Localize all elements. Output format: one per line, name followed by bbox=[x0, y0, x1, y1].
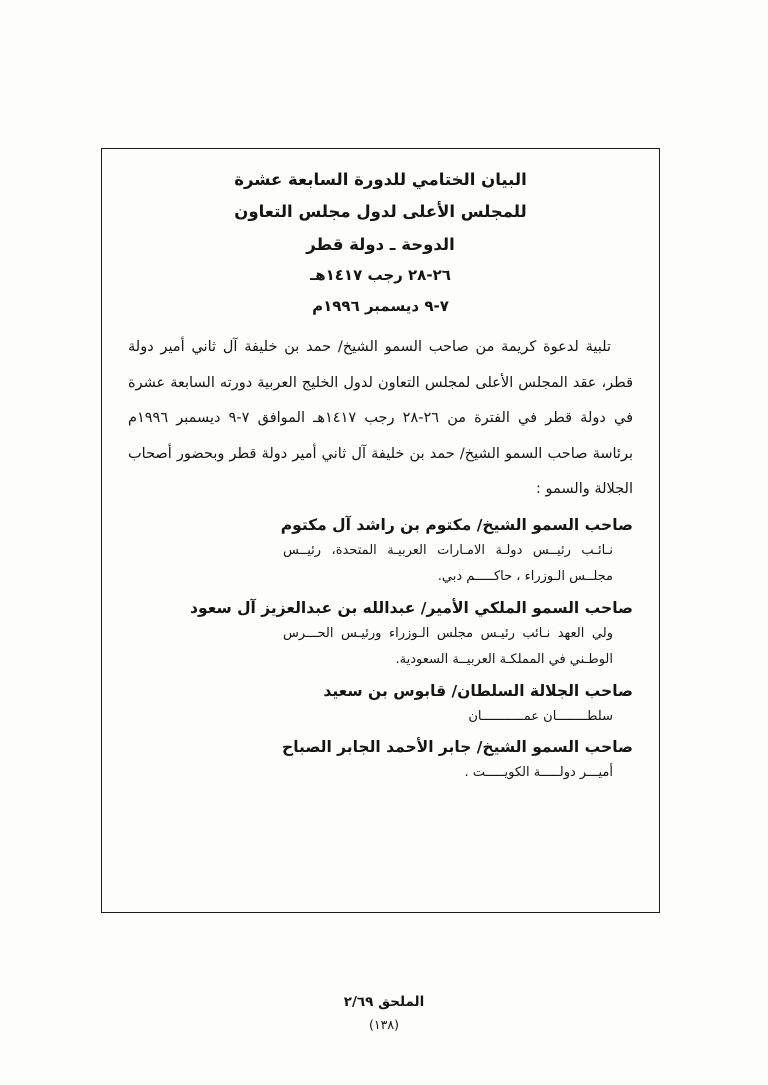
document-date-gregorian: ٧-٩ ديسمبر ١٩٩٦م bbox=[312, 296, 449, 315]
dignitary-description: أميـــر دولـــــة الكويـــــت . bbox=[464, 764, 613, 780]
document-date-hijri: ٢٦-٢٨ رجب ١٤١٧هـ bbox=[310, 266, 451, 285]
dignitary-description: سلطــــــــان عمـــــــــــان bbox=[468, 708, 613, 724]
dignitary-entry-3 bbox=[128, 681, 633, 730]
document-border-frame bbox=[101, 148, 660, 913]
intro-paragraph: تلبية لدعوة كريمة من صاحب السمو الشيخ/ حمد بن خليفة آل ثاني أمير دولة قطر، عقد المجلس الأعلى لمجلس التعاون لدول الخليج العربية دورته السابعة عشرة في دولة قطر في الفترة من ٢٦-٢٨ رجب ١٤١٧هـ الموافق ٧-٩ ديسمبر ١٩٩٦م برئاسة صاحب السمو الشيخ/ حمد بن خليفة آل ثاني أمير دولة قطر وبحضور أصحاب الجلالة والسمو : bbox=[128, 339, 633, 498]
footer-appendix-label: الملحق ٢/٦٩ bbox=[343, 994, 425, 1010]
dignitary-entry-2 bbox=[128, 598, 633, 674]
dignitary-name: صاحب السمو الشيخ/ جابر الأحمد الجابر الصباح bbox=[282, 738, 633, 757]
document-title-line-1: البيان الختامي للدورة السابعة عشرة bbox=[234, 170, 527, 189]
dignitary-entry-4 bbox=[128, 737, 633, 786]
document-title-line-3: الدوحة ـ دولة قطر bbox=[306, 234, 455, 254]
dignitary-entry-1 bbox=[128, 515, 633, 591]
title-block bbox=[128, 169, 633, 316]
dignitary-name: صاحب السمو الملكي الأمير/ عبدالله بن عبدالعزيز آل سعود bbox=[190, 598, 633, 617]
dignitary-name: صاحب الجلالة السلطان/ قابوس بن سعيد bbox=[323, 681, 633, 700]
footer-page-number: (١٣٨) bbox=[369, 1017, 399, 1032]
dignitary-description: ولي العهد نـائب رئيـس مجلس الـوزراء ورئيـس الحـــرس الوطـني في المملكـة العربيــة السعودية. bbox=[283, 625, 613, 668]
document-title-line-2: للمجلس الأعلى لدول مجلس التعاون bbox=[234, 202, 527, 222]
dignitary-name: صاحب السمو الشيخ/ مكتوم بن راشد آل مكتوم bbox=[280, 515, 633, 534]
dignitary-description: نـائـب رئيــس دولـة الامـارات العربيـة المتحدة، رئيــس مجلــس الـوزراء ، حاكـــــم دبي. bbox=[283, 542, 613, 585]
